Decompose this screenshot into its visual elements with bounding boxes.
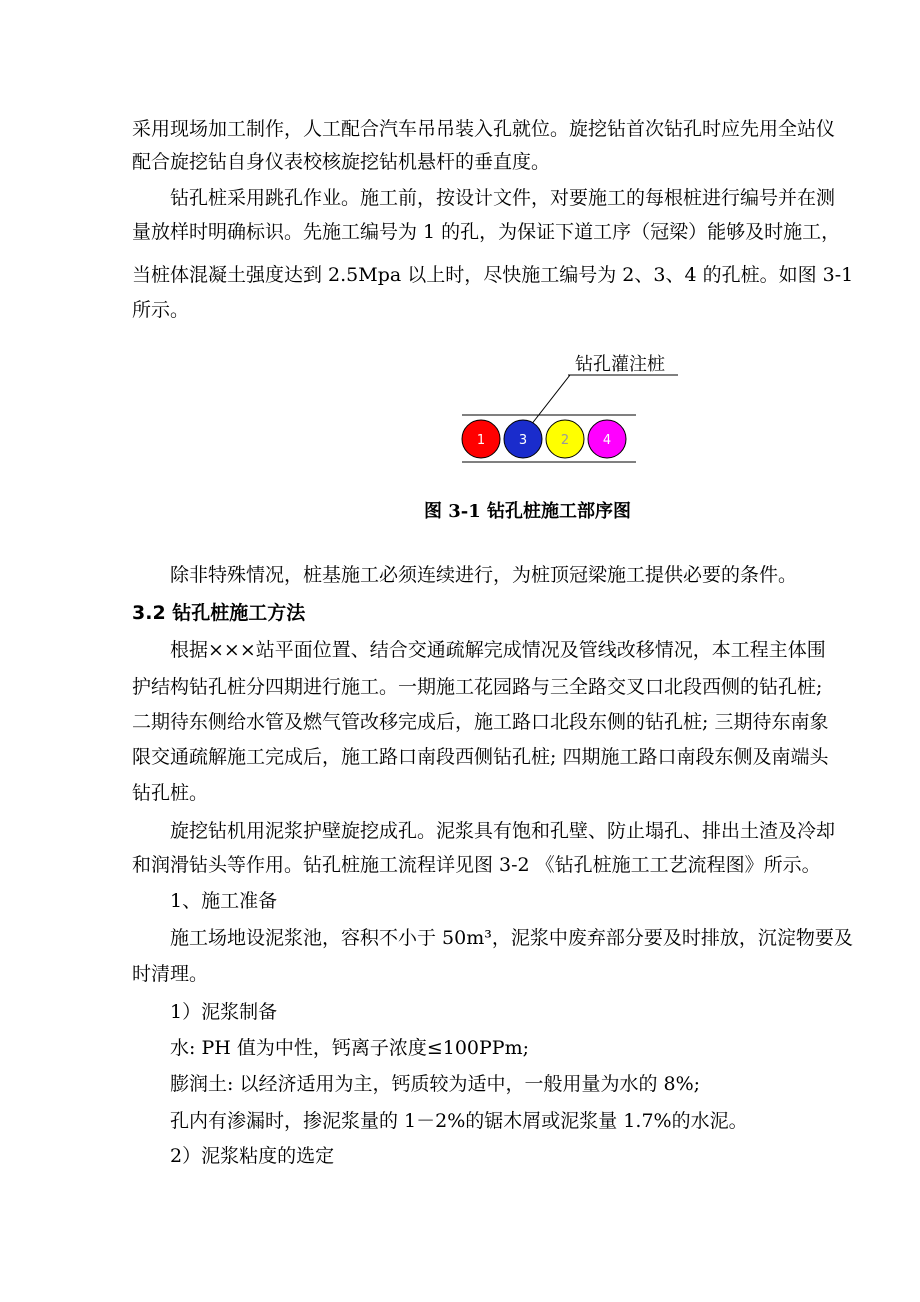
figure-caption: 图 3-1 钻孔桩施工部序图 [424, 501, 632, 522]
pile-4-number: 4 [602, 433, 612, 448]
list-item-construction-prep: 1、施工准备 [170, 890, 278, 912]
paragraph-4-line-3: 二期待东侧给水管及燃气管改移完成后，施工路口北段东侧的钻孔桩; 三期待东南象 [132, 711, 829, 733]
pile-sequence-figure [440, 345, 700, 475]
pile-3-number: 3 [518, 433, 528, 448]
paragraph-3-line-1: 除非特殊情况，桩基施工必须连续进行，为桩顶冠梁施工提供必要的条件。 [170, 564, 798, 586]
paragraph-4-line-2: 护结构钻孔桩分四期进行施工。一期施工花园路与三全路交叉口北段西侧的钻孔桩; [132, 676, 823, 698]
pile-2-number: 2 [560, 433, 570, 448]
leakage-spec: 孔内有渗漏时，掺泥浆量的 1－2%的锯木屑或泥浆量 1.7%的水泥。 [170, 1110, 748, 1132]
list-item-mud-viscosity: 2）泥浆粘度的选定 [170, 1145, 335, 1167]
water-spec: 水: PH 值为中性，钙离子浓度≤100PPm; [170, 1037, 530, 1059]
paragraph-4-line-4: 限交通疏解施工完成后，施工路口南段西侧钻孔桩; 四期施工路口南段东侧及南端头 [132, 746, 829, 768]
paragraph-6-line-2: 时清理。 [132, 963, 209, 985]
paragraph-5-line-1: 旋挖钻机用泥浆护壁旋挖成孔。泥浆具有饱和孔壁、防止塌孔、排出土渣及冷却 [170, 820, 836, 842]
paragraph-1-line-2: 配合旋挖钻自身仪表校核旋挖钻机悬杆的垂直度。 [132, 151, 551, 173]
paragraph-2-line-1: 钻孔桩采用跳孔作业。施工前，按设计文件，对要施工的每根桩进行编号并在测 [170, 187, 836, 209]
figure-label: 钻孔灌注桩 [575, 354, 665, 375]
paragraph-5-line-2: 和润滑钻头等作用。钻孔桩施工流程详见图 3-2 《钻孔桩施工工艺流程图》所示。 [132, 854, 821, 876]
paragraph-6-line-1: 施工场地设泥浆池，容积不小于 50m³，泥浆中废弃部分要及时排放，沉淀物要及 [170, 927, 853, 949]
pile-group [462, 420, 626, 458]
paragraph-2-line-3: 当桩体混凝土强度达到 2.5Mpa 以上时，尽快施工编号为 2、3、4 的孔桩。如图 3-1 [132, 264, 854, 286]
paragraph-2-line-4: 所示。 [132, 299, 190, 321]
paragraph-1-line-1: 采用现场加工制作，人工配合汽车吊吊装入孔就位。旋挖钻首次钻孔时应先用全站仪 [132, 118, 836, 140]
paragraph-2-line-2: 量放样时明确标识。先施工编号为 1 的孔，为保证下道工序（冠梁）能够及时施工， [132, 221, 841, 243]
pile-1-number: 1 [476, 433, 486, 448]
list-item-mud-preparation: 1）泥浆制备 [170, 1001, 278, 1023]
paragraph-4-line-5: 钻孔桩。 [132, 782, 209, 804]
bentonite-spec: 膨润土: 以经济适用为主，钙质较为适中，一般用量为水的 8%; [170, 1073, 701, 1095]
paragraph-4-line-1: 根据×××站平面位置、结合交通疏解完成情况及管线改移情况，本工程主体围 [170, 639, 826, 661]
section-heading: 3.2 钻孔桩施工方法 [132, 602, 306, 624]
